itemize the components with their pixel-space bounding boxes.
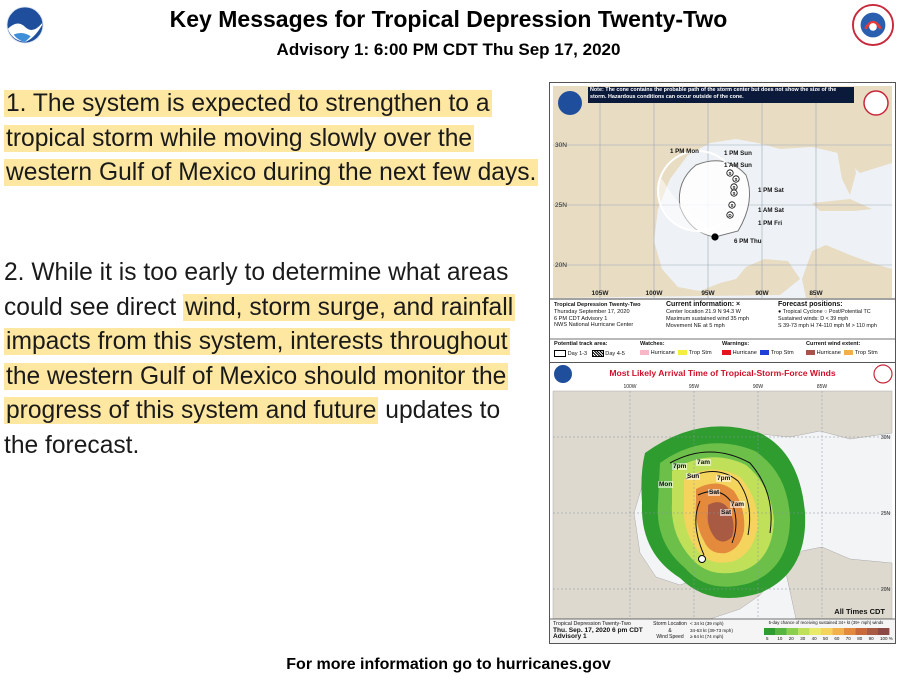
positions-line-1: ● Tropical Cyclone ○ Post/Potential TC	[778, 309, 871, 315]
warn-hurricane-swatch	[722, 350, 731, 355]
scale-swatch	[832, 628, 843, 635]
wind-lat-label: 25N	[881, 511, 891, 517]
scale-tick-label: 5	[766, 636, 769, 641]
warn-trop-label: Trop Stm	[770, 350, 794, 356]
key-message-2-part-2: wind, storm surge, and rainfall impacts from this system, interests throughout the western Gulf of Mexico should monitor the progress of this system and future	[6, 293, 514, 424]
wind-arrival-map	[549, 362, 896, 644]
footer-link-text: For more information go to hurricanes.gov	[286, 656, 611, 673]
scale-tick-label: 90	[868, 636, 874, 641]
and-label: &	[668, 627, 672, 634]
watch-trop-swatch	[678, 350, 687, 355]
scale-tick-label: 40	[811, 636, 817, 641]
wind-lon-label: 85W	[816, 384, 828, 390]
cone-lon-label: 100W	[645, 290, 663, 297]
scale-swatch	[867, 628, 878, 635]
wind-lat-label: 30N	[881, 435, 891, 441]
track-point-label: 1 PM Mon	[670, 148, 699, 155]
arrival-time-label: 7pm	[717, 475, 731, 482]
cone-date: Thursday September 17, 2020	[554, 308, 630, 315]
scale-tick-label: 10	[777, 636, 783, 641]
track-point-code: S	[732, 191, 736, 196]
cone-lat-label: 20N	[555, 262, 567, 269]
track-point-label: 6 PM Thu	[734, 238, 762, 245]
day13-swatch	[554, 350, 566, 357]
day45-swatch	[592, 350, 604, 357]
arrival-time-label: 7am	[697, 459, 711, 466]
current-info-heading: Current information: ×	[666, 301, 741, 308]
track-area-label: Potential track area:	[554, 341, 608, 347]
day13-label: Day 1-3	[567, 350, 588, 357]
wind-date: Thu. Sep. 17, 2020 6 pm CDT	[553, 626, 643, 634]
track-point-code: S	[728, 171, 732, 176]
track-point-label: 1 AM Sat	[758, 207, 784, 214]
scale-tick-label: 70	[845, 636, 851, 641]
cone-note: Note: The cone contains the probable path of the storm center but does not show the size of the storm. Hazardous conditions can occur outside of the cone.	[590, 87, 837, 100]
track-point-label: 1 PM Sun	[724, 150, 752, 157]
positions-heading: Forecast positions:	[778, 301, 843, 308]
key-message-2-part-3: updates to the forecast.	[4, 397, 501, 459]
scale-swatch	[878, 628, 889, 635]
warnings-label: Warnings:	[722, 341, 750, 347]
key-message-2-part-1: 2. While it is too early to determine what areas could see direct	[4, 259, 509, 321]
nws-logo	[852, 4, 894, 46]
scale-swatch	[775, 628, 786, 635]
scale-swatch	[764, 628, 775, 635]
arrival-time-label: Sat	[709, 489, 720, 496]
watches-label: Watches:	[640, 341, 665, 347]
scale-swatch	[855, 628, 866, 635]
watch-hurricane-label: Hurricane	[650, 350, 675, 356]
wind-lon-label: 90W	[752, 384, 764, 390]
scale-tick-label: 80	[857, 636, 863, 641]
wind-cat-2: 34-63 kt (39-73 mph)	[690, 627, 733, 633]
cone-lat-label: 25N	[555, 202, 567, 209]
arrival-time-label: Sat	[721, 509, 732, 516]
extent-trop-swatch	[844, 350, 853, 355]
key-message-1	[4, 87, 539, 191]
wind-lon-label: 95W	[688, 384, 700, 390]
track-point-code: S	[734, 177, 738, 182]
cone-lon-label: 85W	[809, 290, 823, 297]
scale-swatch	[844, 628, 855, 635]
scale-tick-label: 50	[823, 636, 829, 641]
center-location: Center location 21.9 N 94.3 W	[666, 309, 741, 315]
positions-line-3: S 39-73 mph H 74-110 mph M > 110 mph	[778, 322, 877, 329]
scale-title: 5-day chance of receiving sustained 34+ kt (39+ mph) winds	[768, 620, 884, 625]
scale-tick-label: 30	[800, 636, 806, 641]
extent-trop-label: Trop Stm	[854, 350, 878, 356]
movement: Movement NE at 5 mph	[666, 322, 725, 329]
wind-speed-label: Wind Speed	[656, 634, 684, 641]
watch-hurricane-swatch	[640, 350, 649, 355]
cone-lon-label: 105W	[591, 290, 609, 297]
positions-line-2: Sustained winds: D < 39 mph	[778, 315, 849, 322]
extent-hurricane-label: Hurricane	[816, 350, 841, 356]
advisory-subtitle: Advisory 1: 6:00 PM CDT Thu Sep 17, 2020	[276, 40, 621, 59]
scale-swatch	[787, 628, 798, 635]
track-point-code: S	[730, 203, 734, 208]
wind-cat-1: < 34 kt (39 mph)	[690, 621, 724, 626]
key-message-1-part-1: 1. The system is expected to strengthen to a tropical storm while moving slowly over the western Gulf of Mexico during the next few days.	[6, 90, 537, 186]
scale-swatch	[810, 628, 821, 635]
track-point-code: S	[732, 185, 736, 190]
track-point	[712, 234, 718, 240]
wind-advisory: Advisory 1	[553, 633, 587, 641]
arrival-time-label: 7pm	[673, 463, 687, 470]
cone-lon-label: 95W	[701, 290, 715, 297]
wind-extent-label: Current wind extent:	[806, 341, 861, 347]
track-point-label: 1 AM Sun	[724, 162, 752, 169]
scale-tick-label: 20	[788, 636, 794, 641]
cone-lat-label: 30N	[555, 142, 567, 149]
wind-lon-label: 100W	[623, 384, 637, 390]
wind-storm-name: Tropical Depression Twenty-Two	[553, 621, 631, 627]
scale-tick-label: 100 %	[880, 636, 893, 641]
max-wind: Maximum sustained wind 35 mph	[666, 315, 750, 322]
cone-lon-label: 90W	[755, 290, 769, 297]
wind-lat-label: 20N	[881, 587, 891, 593]
scale-swatch	[821, 628, 832, 635]
arrival-time-label: Mon	[659, 481, 673, 488]
extent-hurricane-swatch	[806, 350, 815, 355]
key-message-2	[4, 256, 539, 463]
storm-location-label: Storm Location	[653, 621, 687, 627]
track-point-code: D	[728, 213, 732, 218]
warn-trop-swatch	[760, 350, 769, 355]
page-title: Key Messages for Tropical Depression Twenty-Two	[169, 6, 728, 32]
forecast-cone-map	[549, 82, 896, 363]
track-point-label: 1 PM Sat	[758, 187, 784, 194]
watch-trop-label: Trop Stm	[688, 350, 712, 356]
cone-storm-name: Tropical Depression Twenty-Two	[554, 302, 641, 308]
scale-tick-label: 60	[834, 636, 840, 641]
warn-hurricane-label: Hurricane	[732, 350, 757, 356]
arrival-time-label: 7am	[731, 501, 745, 508]
wind-cat-3: ≥ 64 kt (74 mph)	[690, 634, 724, 640]
cone-center: NWS National Hurricane Center	[554, 322, 634, 329]
all-times-label: All Times CDT	[834, 607, 885, 616]
cone-advisory: 6 PM CDT Advisory 1	[554, 315, 608, 322]
day45-label: Day 4-5	[605, 350, 625, 357]
track-point-label: 1 PM Fri	[758, 220, 783, 227]
scale-swatch	[798, 628, 809, 635]
wind-map-title: Most Likely Arrival Time of Tropical-Storm-Force Winds	[609, 368, 836, 378]
arrival-time-label: Sun	[687, 473, 700, 480]
